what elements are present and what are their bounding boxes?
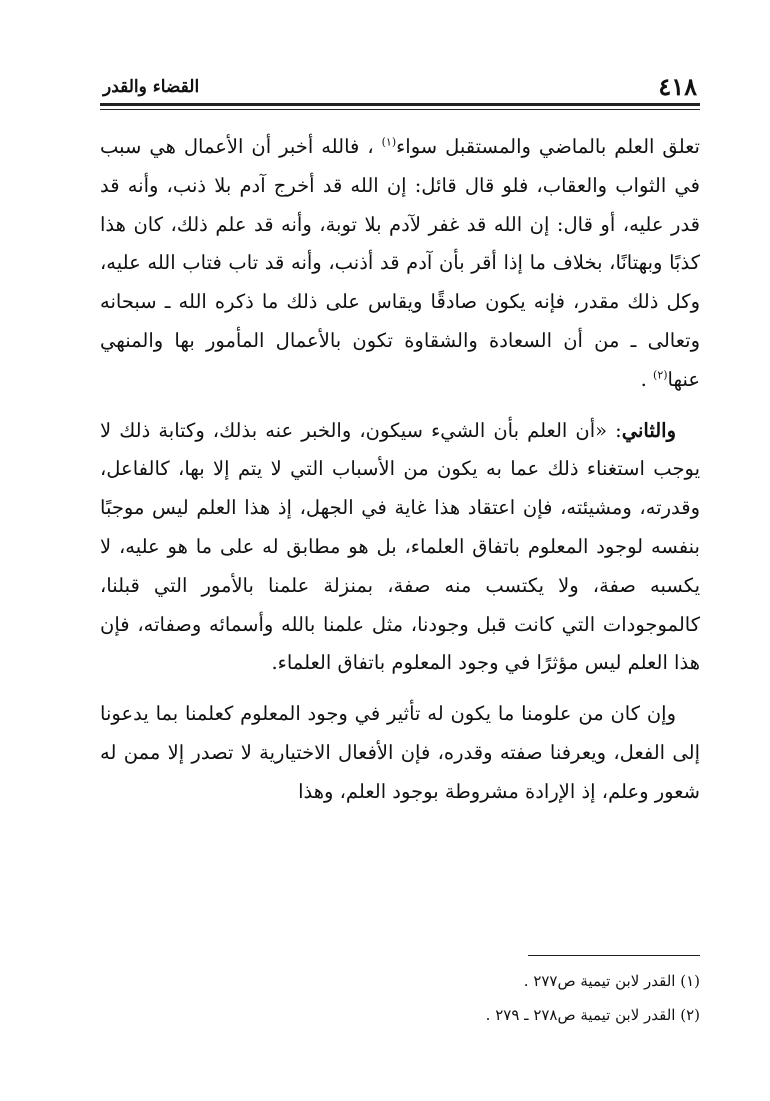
paragraph-1-text-c: . (640, 367, 654, 391)
paragraph-3 (100, 695, 700, 811)
footnote-1: (١) القدر لابن تيمية ص٢٧٧ . (523, 972, 700, 990)
header-rule-thin (100, 109, 700, 110)
footnote-ref-1: (١) (381, 135, 397, 149)
paragraph-2 (100, 412, 700, 684)
paragraph-1-text-a: تعلق العلم بالماضي والمستقبل سواء (396, 135, 700, 158)
paragraph-2-lead: والثاني (621, 418, 676, 442)
paragraph-1-text-b: ، فالله أخبر أن الأعمال هي سبب في الثواب والعقاب، فلو قال قائل: إن الله قد أخرج آدم بلا ذنب، وأنه قد قدر عليه، أو قال: إن الله قد غفر لآدم بلا توبة، وأنه قد علم ذلك، كان هذا كذبًا وبهتانًا، بخلاف ما إذا أقر بأن آدم قد أذنب، وأنه قد تاب فتاب الله عليه، وكل ذلك مقدر، فإنه يكون صادقًا ويقاس على ذلك ما ذكره الله ـ سبحانه وتعالى ـ من أن السعادة والشقاوة تكون بالأعمال المأمور بها والمنهي عنها (100, 135, 700, 391)
footnote-separator (528, 955, 700, 956)
header-rule-thick (100, 103, 700, 106)
paragraph-3-text: وإن كان من علومنا ما يكون له تأثير في وجود المعلوم كعلمنا بما يدعونا إلى الفعل، ويعرفنا صفته وقدره، فإن الأفعال الاختيارية لا تصدر إلا ممن له شعور وعلم، إذ الإرادة مشروطة بوجود العلم، وهذا (100, 702, 700, 803)
page-header (103, 72, 697, 102)
running-title: القضاء والقدر (103, 77, 200, 97)
footnote-2: (٢) القدر لابن تيمية ص٢٧٨ ـ ٢٧٩ . (485, 1006, 700, 1024)
paragraph-1 (100, 128, 700, 400)
page-number: ٤١٨ (658, 72, 697, 101)
footnotes (100, 964, 700, 1032)
paragraph-2-text: : «أن العلم بأن الشيء سيكون، والخبر عنه بذلك، وكتابة ذلك لا يوجب استغناء ذلك عما به يكون من الأسباب التي لا يتم إلا بها، كالفاعل، وقدرته، ومشيئته، فإن اعتقاد هذا غاية في الجهل، إذ هذا العلم ليس موجبًا بنفسه لوجود المعلوم باتفاق العلماء، بل هو مطابق له على ما هو عليه، لا يكسبه صفة، ولا يكتسب منه صفة، بمنزلة علمنا بالأمور التي قبلنا، كالموجودات التي كانت قبل وجودنا، مثل علمنا بالله وأسمائه وصفاته، فإن هذا العلم ليس مؤثرًا في وجود المعلوم باتفاق العلماء. (100, 418, 700, 675)
footnote-ref-2: (٢) (653, 368, 668, 382)
main-text (100, 128, 700, 812)
